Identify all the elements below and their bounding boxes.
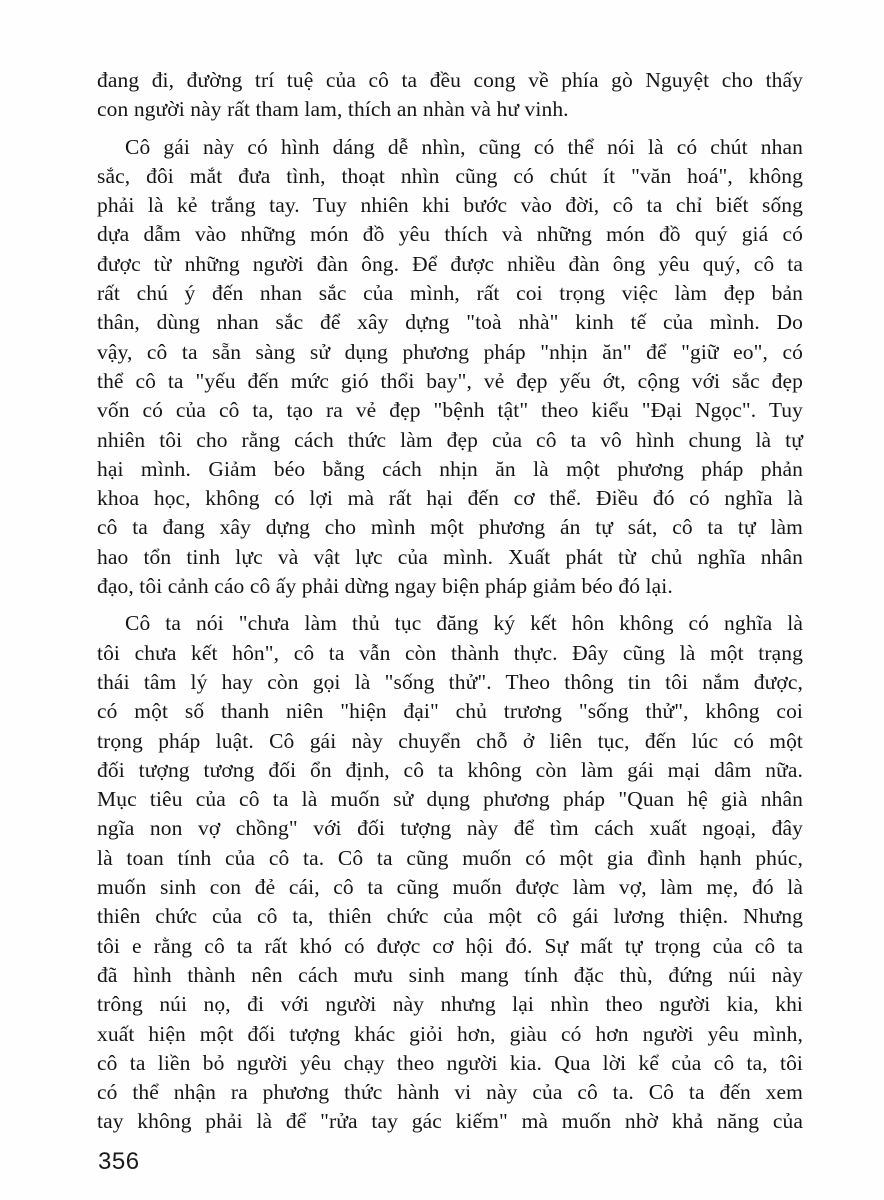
text-line: Cô gái này có hình dáng dễ nhìn, cũng có thể nói là có chút nhan	[125, 134, 803, 159]
text-line: thiên chức của cô ta, thiên chức của một cô gái lương thiện. Nhưng	[97, 904, 803, 929]
text-line: nhiên tôi cho rằng cách thức làm đẹp của cô ta vô hình chung là tự	[97, 427, 803, 452]
text-line: tôi chưa kết hôn", cô ta vẫn còn thành thực. Đây cũng là một trạng	[97, 640, 803, 665]
text-line: sắc, đôi mắt đưa tình, thoạt nhìn cũng có chút ít "văn hoá", không	[97, 163, 803, 188]
text-line: trông núi nọ, đi với người này nhưng lại nhìn theo người kia, khi	[97, 992, 803, 1017]
text-line: rất chú ý đến nhan sắc của mình, rất coi trọng việc làm đẹp bản	[97, 281, 803, 306]
text-line: vậy, cô ta sẵn sàng sử dụng phương pháp "nhịn ăn" để "giữ eo", có	[97, 339, 803, 364]
text-line: trọng pháp luật. Cô gái này chuyển chỗ ở liên tục, đến lúc có một	[97, 728, 803, 753]
text-line: đã hình thành nên cách mưu sinh mang tính đặc thù, đứng núi này	[97, 962, 803, 987]
text-line: hại mình. Giảm béo bằng cách nhịn ăn là một phương pháp phản	[97, 456, 803, 481]
text-line: cô ta liền bỏ người yêu chạy theo người kia. Qua lời kể của cô ta, tôi	[97, 1050, 803, 1075]
text-line: hao tổn tinh lực và vật lực của mình. Xuất phát từ chủ nghĩa nhân	[97, 544, 803, 569]
text-line: khoa học, không có lợi mà rất hại đến cơ thể. Điều đó có nghĩa là	[97, 486, 803, 511]
text-line: là toan tính của cô ta. Cô ta cũng muốn có một gia đình hạnh phúc,	[97, 845, 803, 870]
text-line: thể cô ta "yếu đến mức gió thổi bay", vẻ đẹp yếu ớt, cộng với sắc đẹp	[97, 368, 803, 393]
text-block	[97, 66, 803, 1137]
text-line: đang đi, đường trí tuệ của cô ta đều cong về phía gò Nguyệt cho thấy	[97, 68, 803, 92]
text-line: ngĩa non vợ chồng" với đối tượng này để tìm cách xuất ngoại, đây	[97, 816, 803, 841]
text-line: con người này rất tham lam, thích an nhàn và hư vinh.	[97, 97, 569, 122]
text-line: Cô ta nói "chưa làm thủ tục đăng ký kết hôn không có nghĩa là	[125, 611, 803, 636]
paragraph	[97, 66, 803, 125]
text-line: dựa dẫm vào những món đồ yêu thích và những món đồ quý giá có	[97, 222, 803, 247]
text-line: Mục tiêu của cô ta là muốn sử dụng phương pháp "Quan hệ già nhân	[97, 787, 803, 812]
text-line: tay không phải là để "rửa tay gác kiếm" mà muốn nhờ khả năng của	[97, 1109, 803, 1134]
page-number: 356	[98, 1148, 140, 1175]
text-line: có thể nhận ra phương thức hành vi này của cô ta. Cô ta đến xem	[97, 1080, 803, 1105]
paragraph	[97, 133, 803, 602]
text-line: có một số thanh niên "hiện đại" chủ trương "sống thử", không coi	[97, 699, 803, 724]
text-line: thái tâm lý hay còn gọi là "sống thử". Theo thông tin tôi nắm được,	[97, 669, 803, 694]
text-line: cô ta đang xây dựng cho mình một phương án tự sát, cô ta tự làm	[97, 515, 803, 540]
text-line: muốn sinh con đẻ cái, cô ta cũng muốn được làm vợ, làm mẹ, đó là	[97, 875, 803, 900]
text-line: được từ những người đàn ông. Để được nhiều đàn ông yêu quý, cô ta	[97, 251, 803, 276]
paragraph	[97, 609, 803, 1136]
text-line: đối tượng tương đối ổn định, cô ta không còn làm gái mại dâm nữa.	[97, 757, 803, 782]
text-line: xuất hiện một đối tượng khác giỏi hơn, giàu có hơn người yêu mình,	[97, 1021, 803, 1046]
text-line: vốn có của cô ta, tạo ra vẻ đẹp "bệnh tật" theo kiểu "Đại Ngọc". Tuy	[97, 398, 803, 423]
text-line: đạo, tôi cảnh cáo cô ấy phải dừng ngay biện pháp giảm béo đó lại.	[97, 574, 673, 599]
text-line: thân, dùng nhan sắc để xây dựng "toà nhà" kinh tế của mình. Do	[97, 310, 803, 335]
text-line: phải là kẻ trắng tay. Tuy nhiên khi bước vào đời, cô ta chỉ biết sống	[97, 193, 803, 218]
text-line: tôi e rằng cô ta rất khó có được cơ hội đó. Sự mất tự trọng của cô ta	[97, 933, 803, 958]
